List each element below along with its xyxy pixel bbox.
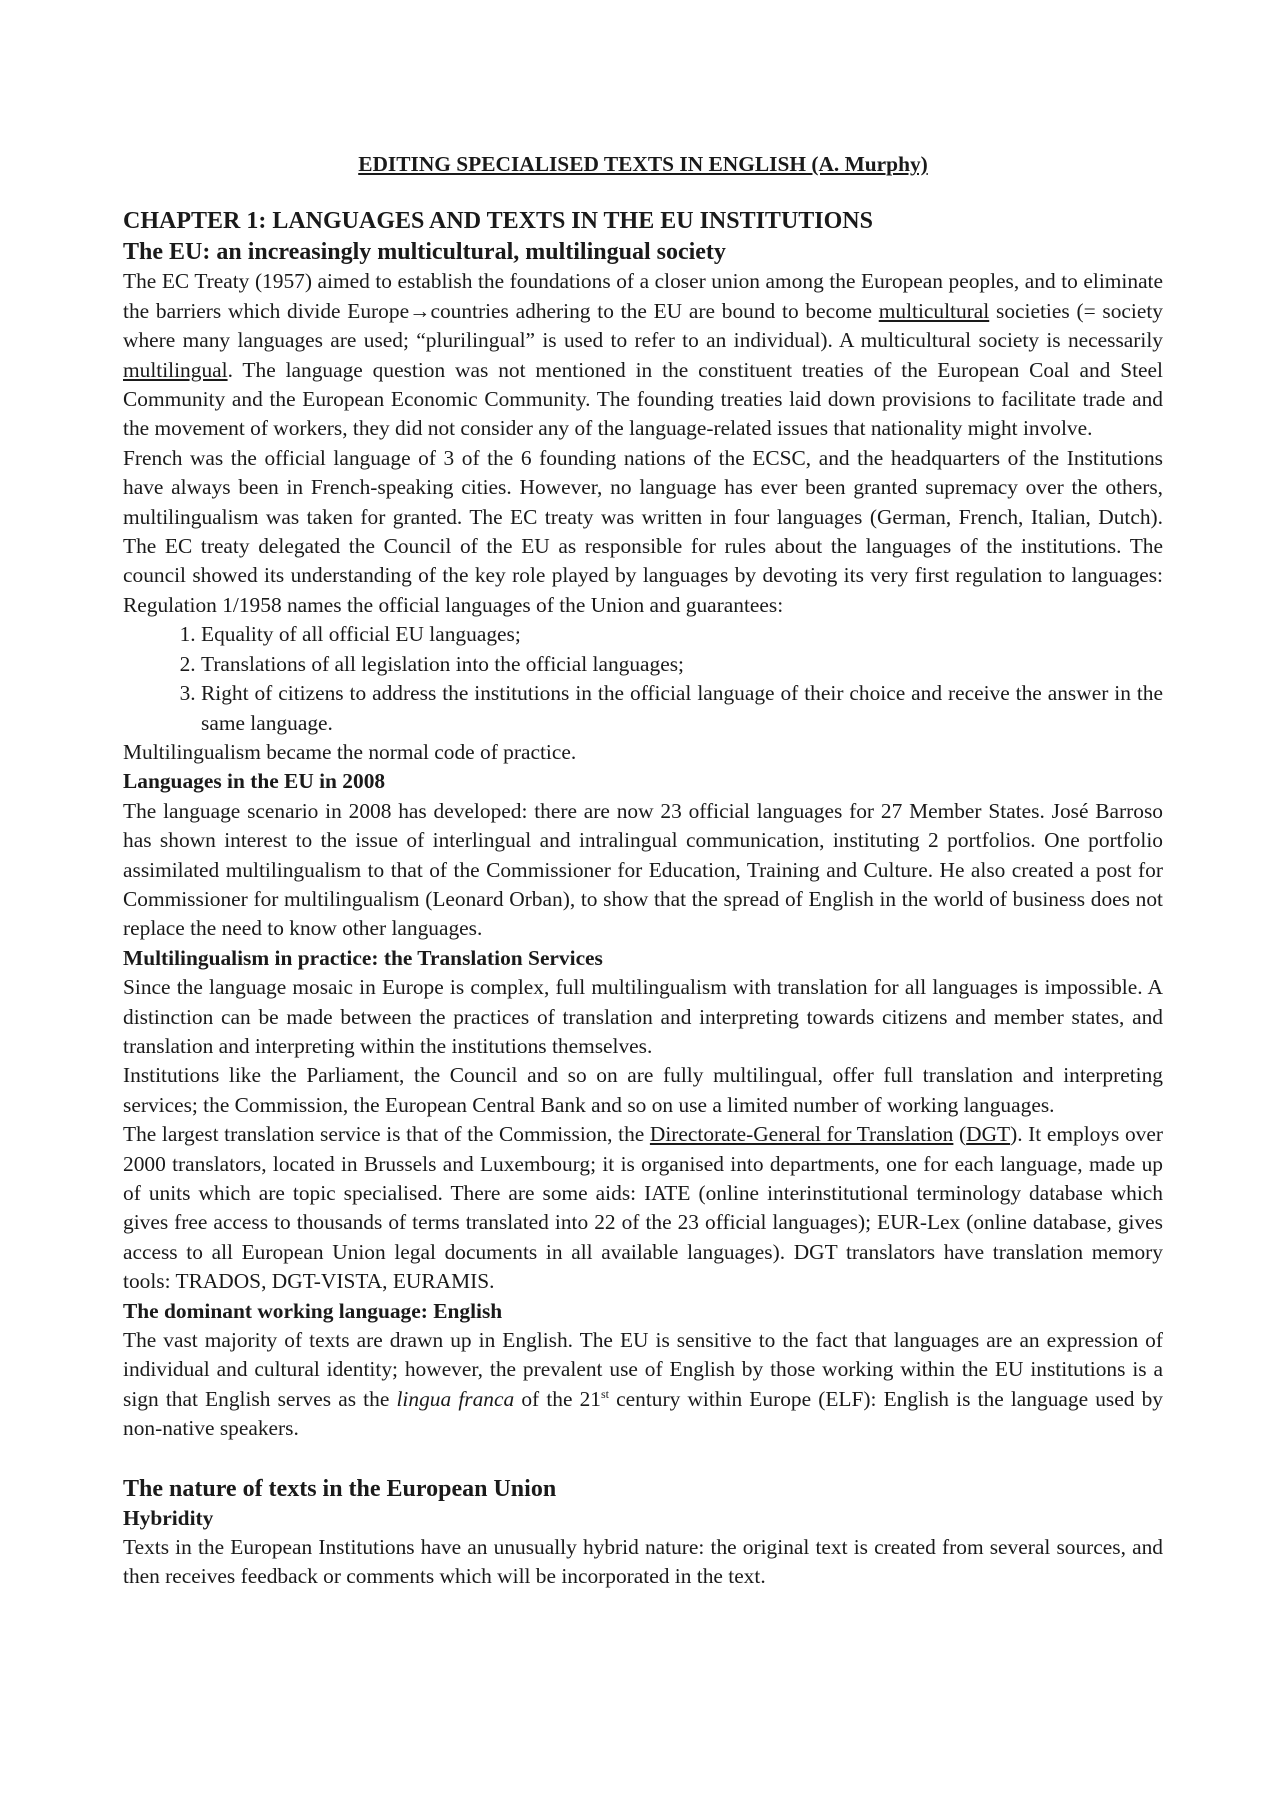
section-heading-nature-of-texts: The nature of texts in the European Union xyxy=(123,1475,557,1502)
document-title: EDITING SPECIALISED TEXTS IN ENGLISH (A. Murphy) xyxy=(358,152,928,176)
paragraph-french-official: French was the official language of 3 of the 6 founding nations of the ECSC, and the headquarters of the Institutions have always been in French-speaking cities. However, no language has ever been granted supremacy over the others, multilingualism was taken for granted. The EC treaty was written in four languages (German, French, Italian, Dutch). The EC treaty delegated the Council of the EU as responsible for rules about the languages of the institutions. The council showed its understanding of the key role played by languages by devoting its very first regulation to languages: Regulation 1/1958 names the official languages of the Union and guarantees: xyxy=(123,445,1163,617)
paragraph-ec-treaty xyxy=(123,267,1163,443)
text-run: The largest translation service is that of the Commission, the xyxy=(123,1122,650,1147)
text-run: . The language question was not mentioned in the constituent treaties of the European Coal and Steel Community and the European Economic Community. The founding treaties laid down provisions to facilitate trade and the movement of workers, they did not consider any of the language-related issues that nationality might involve. xyxy=(123,357,1163,441)
subheading-hybridity: Hybridity xyxy=(123,1505,214,1530)
paragraph-languages-2008: The language scenario in 2008 has developed: there are now 23 official languages for 27 Member States. José Barroso has shown interest to the issue of interlingual and intralingual communication, instituting 2 portfolios. One portfolio assimilated multilingualism to that of the Commissioner for Education, Training and Culture. He also created a post for Commissioner for multilingualism (Leonard Orban), to show that the spread of English in the world of business does not replace the need to know other languages. xyxy=(123,798,1163,941)
text-run: The vast majority of texts are drawn up in English. The EU is sensitive to the fact that languages are an expression of individual and cultural identity; however, the prevalent use of English by those working within the EU institutions is a sign that English serves as the xyxy=(123,1328,1163,1411)
guarantees-list xyxy=(123,620,1163,738)
paragraph-institutions: Institutions like the Parliament, the Council and so on are fully multilingual, offer full translation and interpreting services; the Commission, the European Central Bank and so on use a limited number of working languages. xyxy=(123,1063,1163,1117)
text-run: countries adhering to the EU are bound to become xyxy=(430,298,879,323)
list-item: 3. Right of citizens to address the institutions in the official language of their choice and receive the answer in the same language. xyxy=(201,679,1163,738)
paragraph-english-lingua-franca xyxy=(123,1326,1163,1444)
text-run: societies (= society where many languages are used; “plurilingual” is used to refer to an individual). A multicultural society is necessarily xyxy=(123,298,1163,353)
subheading-languages-2008: Languages in the EU in 2008 xyxy=(123,769,386,794)
underlined-term-dg-translation: Directorate-General for Translation xyxy=(649,1122,954,1147)
section-heading-multicultural: The EU: an increasingly multicultural, multilingual society xyxy=(123,239,726,266)
underlined-term-dgt: DGT xyxy=(966,1122,1011,1147)
text-run: century within Europe (ELF): English is the language used by non-native speakers. xyxy=(123,1386,1163,1441)
underlined-term-multilingual: multilingual xyxy=(123,357,228,382)
paragraph-multilingualism-norm: Multilingualism became the normal code of practice. xyxy=(123,739,577,764)
list-item: 1. Equality of all official EU languages; xyxy=(201,620,1163,649)
chapter-heading: CHAPTER 1: LANGUAGES AND TEXTS IN THE EU INSTITUTIONS xyxy=(123,208,873,235)
text-run: The EC Treaty (1957) aimed to establish the foundations of a closer union among the European peoples, and to eliminate the barriers which divide Europe xyxy=(123,269,1163,323)
italic-term-lingua-franca: lingua franca xyxy=(396,1386,515,1411)
right-arrow-icon: → xyxy=(409,298,431,323)
document-page xyxy=(123,150,1163,1592)
list-item: 2. Translations of all legislation into the official languages; xyxy=(201,650,1163,679)
text-run: ). It employs over 2000 translators, located in Brussels and Luxembourg; it is organised into departments, one for each language, made up of units which are topic specialised. There are some aids: IATE (online interinstitutional terminology database which gives free access to thousands of terms translated into 22 of the 23 official languages); EUR-Lex (online database, gives access to all European Union legal documents in all available languages). DGT translators have translation memory tools: TRADOS, DGT-VISTA, EURAMIS. xyxy=(123,1122,1163,1294)
text-run: ( xyxy=(953,1122,967,1147)
paragraph-dgt xyxy=(123,1120,1163,1296)
paragraph-language-mosaic: Since the language mosaic in Europe is complex, full multilingualism with translation for all languages is impossible. A distinction can be made between the practices of translation and interpreting towards citizens and member states, and translation and interpreting within the institutions themselves. xyxy=(123,975,1163,1058)
subheading-translation-services: Multilingualism in practice: the Translation Services xyxy=(123,945,603,970)
subheading-english-dominant: The dominant working language: English xyxy=(123,1298,503,1323)
superscript-ordinal: st xyxy=(601,1386,610,1401)
underlined-term-multicultural: multicultural xyxy=(878,298,990,323)
paragraph-hybridity: Texts in the European Institutions have an unusually hybrid nature: the original text is created from several sources, and then receives feedback or comments which will be incorporated in the text. xyxy=(123,1535,1163,1589)
text-run: of the 21 xyxy=(514,1386,601,1411)
